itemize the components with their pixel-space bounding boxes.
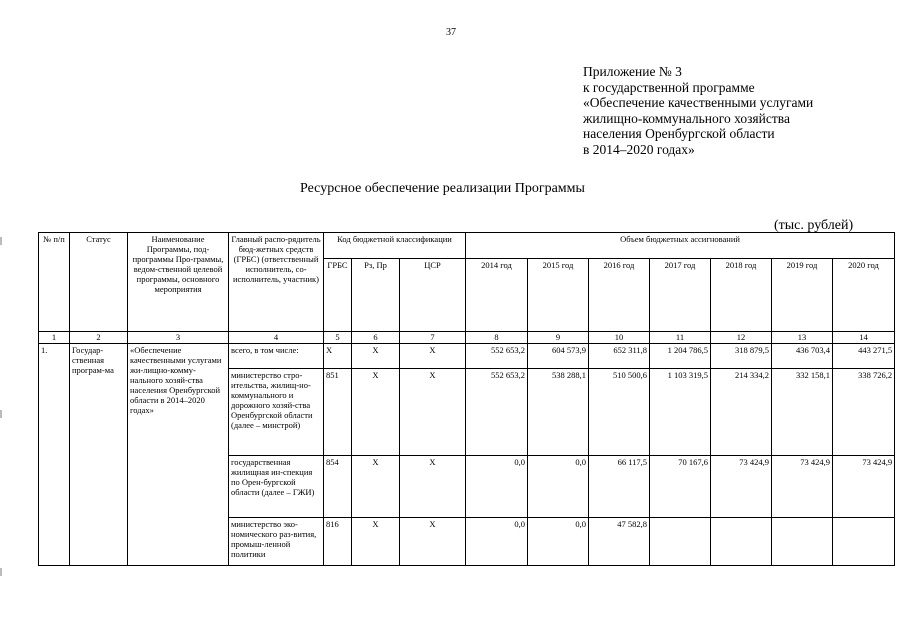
row-value: 652 311,8 [589,344,650,369]
year-header: 2016 год [589,259,650,332]
row-rz: Х [352,456,400,518]
row-value: 47 582,8 [589,518,650,566]
column-index: 4 [229,332,324,344]
row-grbs: 851 [324,369,352,456]
row-rz: Х [352,369,400,456]
column-index: 1 [39,332,70,344]
header-budget-volume: Объем бюджетных ассигнований [466,233,895,259]
year-header: 2020 год [833,259,895,332]
appendix-line: к государственной программе [583,79,755,95]
row-value: 73 424,9 [711,456,772,518]
row-value: 436 703,4 [772,344,833,369]
row-value: 332 158,1 [772,369,833,456]
year-header: 2019 год [772,259,833,332]
row-executor: министерство эко-номического раз-вития, промыш-ленной политики [229,518,324,566]
row-value [833,518,895,566]
column-index: 2 [70,332,128,344]
header-status: Статус [70,233,128,332]
row-csr: Х [400,518,466,566]
row-value: 0,0 [528,456,589,518]
row-value: 0,0 [466,456,528,518]
column-index: 3 [128,332,229,344]
row-value: 1 103 319,5 [650,369,711,456]
row-value: 338 726,2 [833,369,895,456]
appendix-line: Приложение № 3 [583,64,682,79]
document-title: Ресурсное обеспечение реализации Программы [300,181,585,196]
scan-margin-mark [0,237,2,245]
appendix-block [583,64,813,157]
header-row [39,233,895,259]
column-index: 12 [711,332,772,344]
row-csr: Х [400,456,466,518]
row-executor: всего, в том числе: [229,344,324,369]
row-value: 1 204 786,5 [650,344,711,369]
table-row [39,344,895,369]
appendix-line: жилищно-коммунального хозяйства [583,110,790,126]
row-value: 604 573,9 [528,344,589,369]
header-num: № п/п [39,233,70,332]
column-index: 7 [400,332,466,344]
appendix-line: населения Оренбургской области [583,126,775,141]
year-header: 2015 год [528,259,589,332]
row-value: 538 288,1 [528,369,589,456]
row-value: 0,0 [528,518,589,566]
subheader-grbs: ГРБС [324,259,352,332]
row-value: 443 271,5 [833,344,895,369]
row-value: 73 424,9 [772,456,833,518]
column-index: 5 [324,332,352,344]
year-header: 2018 год [711,259,772,332]
scan-margin-mark [0,410,2,418]
row-grbs: Х [324,344,352,369]
year-header: 2017 год [650,259,711,332]
column-index-row [39,332,895,344]
row-value [711,518,772,566]
row-rz: Х [352,344,400,369]
page-number: 37 [446,27,456,38]
row-num: 1. [39,344,70,566]
column-index: 8 [466,332,528,344]
row-value: 73 424,9 [833,456,895,518]
subheader-csr: ЦСР [400,259,466,332]
row-grbs: 816 [324,518,352,566]
row-value: 0,0 [466,518,528,566]
resource-table [38,232,895,566]
row-csr: Х [400,369,466,456]
column-index: 10 [589,332,650,344]
column-index: 14 [833,332,895,344]
row-program-name: «Обеспечение качественными услугами жи-лищно-комму-нального хозяй-ства населения Оренбургской области в 2014–2020 годах» [128,344,229,566]
header-grbs: Главный распо-рядитель бюд-жетных средств (ГРБС) (ответственный исполнитель, со-исполнитель, участник) [229,233,324,332]
subheader-rz: Рз, Пр [352,259,400,332]
row-csr: Х [400,344,466,369]
column-index: 9 [528,332,589,344]
units-label: (тыс. рублей) [774,218,854,233]
row-executor: министерство стро-ительства, жилищ-но-коммунального и дорожного хозяй-ства Оренбургской области (далее – минстрой) [229,369,324,456]
scan-margin-mark [0,568,2,576]
row-value: 70 167,6 [650,456,711,518]
appendix-line: в 2014–2020 годах» [583,141,695,157]
row-value: 66 117,5 [589,456,650,518]
row-value [772,518,833,566]
column-index: 6 [352,332,400,344]
row-executor: государственная жилищная ин-спекция по Орен-бургской области (далее – ГЖИ) [229,456,324,518]
column-index: 11 [650,332,711,344]
appendix-line: «Обеспечение качественными услугами [583,95,814,110]
header-budget-code: Код бюджетной классификации [324,233,466,259]
row-value: 214 334,2 [711,369,772,456]
row-rz: Х [352,518,400,566]
year-header: 2014 год [466,259,528,332]
header-name: Наименование Программы, под-программы Про-граммы, ведом-ственной целевой программы, основного мероприятия [128,233,229,332]
row-value: 552 653,2 [466,344,528,369]
row-value: 552 653,2 [466,369,528,456]
row-value: 510 500,6 [589,369,650,456]
row-status: Государ-ственная програм-ма [70,344,128,566]
row-grbs: 854 [324,456,352,518]
row-value [650,518,711,566]
row-value: 318 879,5 [711,344,772,369]
column-index: 13 [772,332,833,344]
